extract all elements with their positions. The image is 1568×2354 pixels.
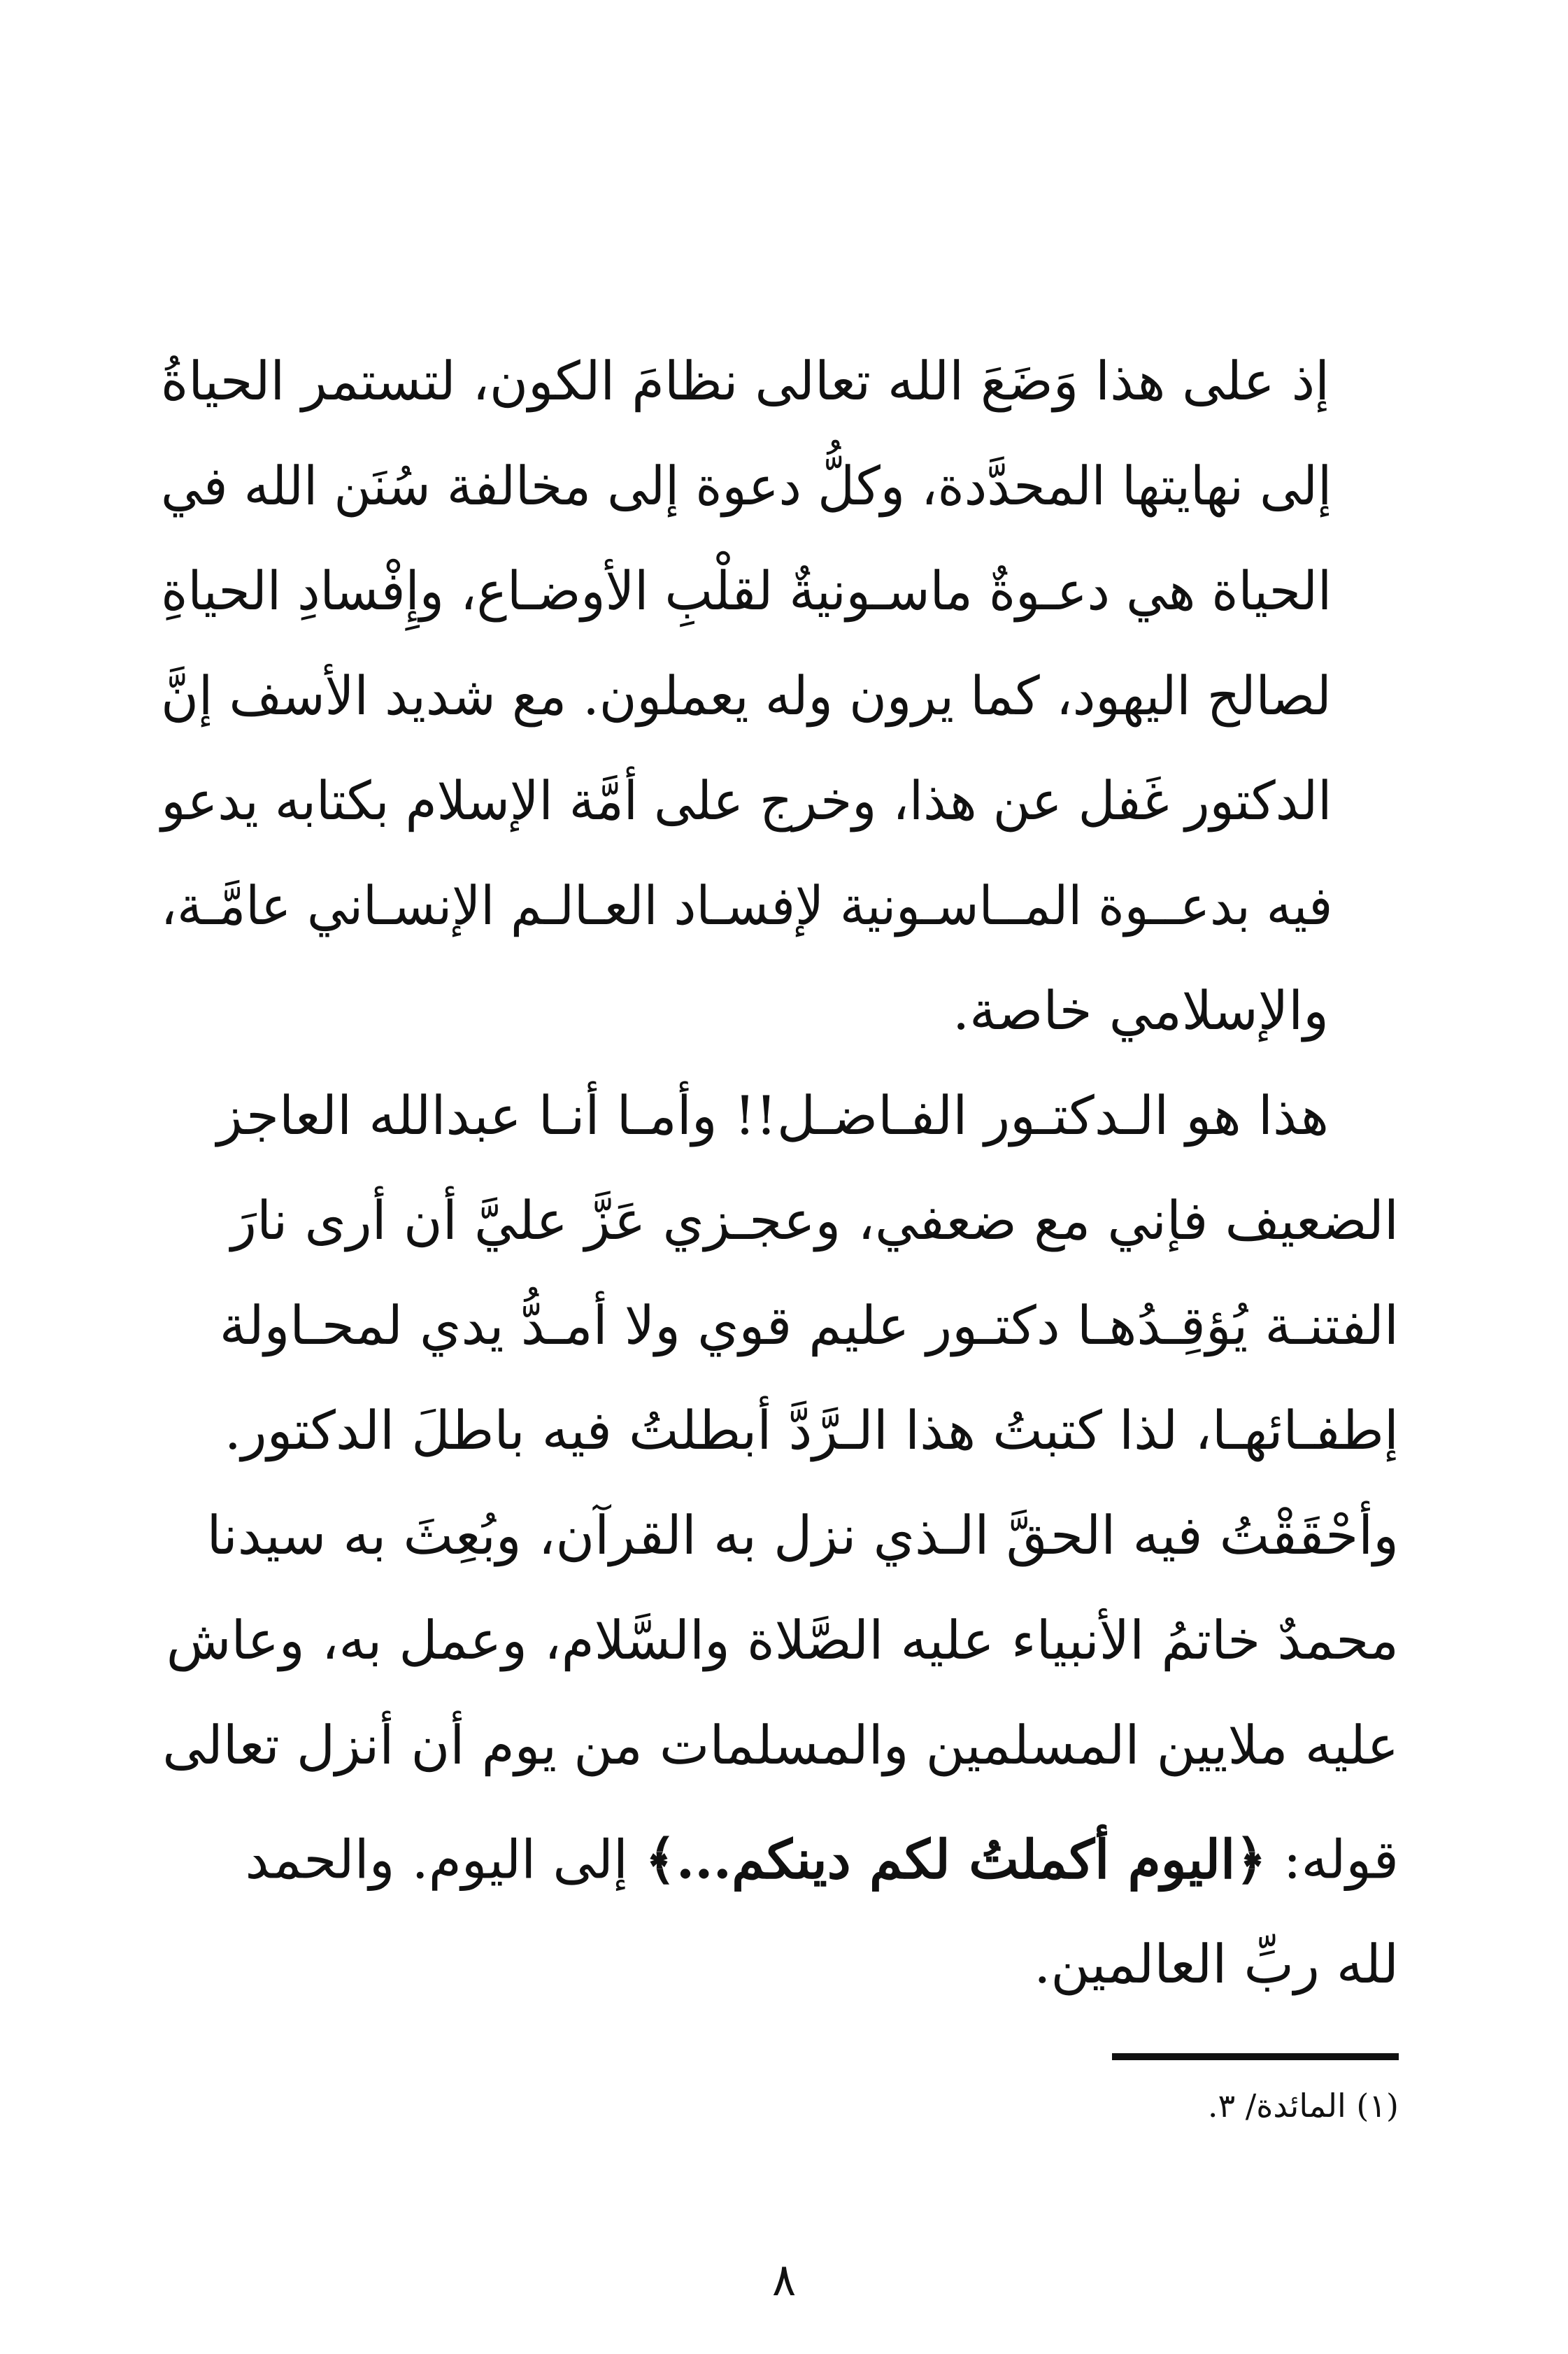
page-number: ٨ [771,2255,797,2306]
text-line: وأحْقَقْتُ فيه الحقَّ الـذي نزل به القرآن، وبُعِثَ به سيدنا [206,1504,1399,1566]
body-text [161,329,1399,2017]
paragraph-2 [161,1063,1399,2017]
text-line: والإسلامي خاصة. [953,979,1329,1042]
text-line: إلى نهايتها المحدَّدة، وكلُّ دعوة إلى مخالفة سُنَن الله في [161,455,1332,517]
text-line: لله ربِّ العالمين. [1034,1933,1399,1996]
footnote-divider [1112,2053,1399,2060]
text-line: إطفـائهـا، لذا كتبتُ هذا الـرَّدَّ أبطلتُ فيه باطلَ الدكتور. [224,1399,1399,1461]
text-line: الدكتور غَفل عن هذا، وخرج على أمَّة الإسلام بكتابه يدعو [161,770,1332,832]
text-line: إذ على هذا وَضَعَ الله تعالى نظامَ الكون، لتستمر الحياةُ [160,350,1330,412]
text-line: محمدٌ خاتمُ الأنبياء عليه الصَّلاة والسَّلام، وعمل به، وعاش [166,1609,1399,1671]
text-line: الحياة هي دعـوةٌ ماسـونيةٌ لقلْبِ الأوضـاع، وإِفْسادِ الحياةِ [161,560,1332,622]
quote-suffix: إلى اليوم. والحمد [245,1828,646,1891]
text-line: لصالح اليهود، كما يرون وله يعملون. مع شديد الأسف إنَّ [161,665,1332,727]
text-line: هذا هو الـدكتـور الفـاضـل!! وأمـا أنـا عبدالله العاجز [217,1084,1329,1147]
footnote: (١) المائدة/ ٣. [1207,2087,1399,2125]
text-line: عليه ملايين المسلمين والمسلمات من يوم أن أنزل تعالى [162,1714,1399,1776]
paragraph-1 [161,329,1399,1063]
text-line-with-quote [161,1798,1399,1912]
quote-prefix: قوله: [1266,1828,1399,1891]
text-line: الفتنـة يُؤقِـدُهـا دكتـور عليم قوي ولا أمـدُّ يدي لمحـاولة [219,1294,1399,1356]
quran-quote: ﴿اليوم أكملتُ لكم دينكم...﴾ [645,1828,1267,1891]
text-line: الضعيف فإني مع ضعفي، وعجـزي عَزَّ عليَّ أن أرى نارَ [231,1189,1399,1252]
text-line: فيه بدعــوة المــاسـونية لإفسـاد العـالـم الإنسـاني عامَّـة، [160,874,1333,937]
